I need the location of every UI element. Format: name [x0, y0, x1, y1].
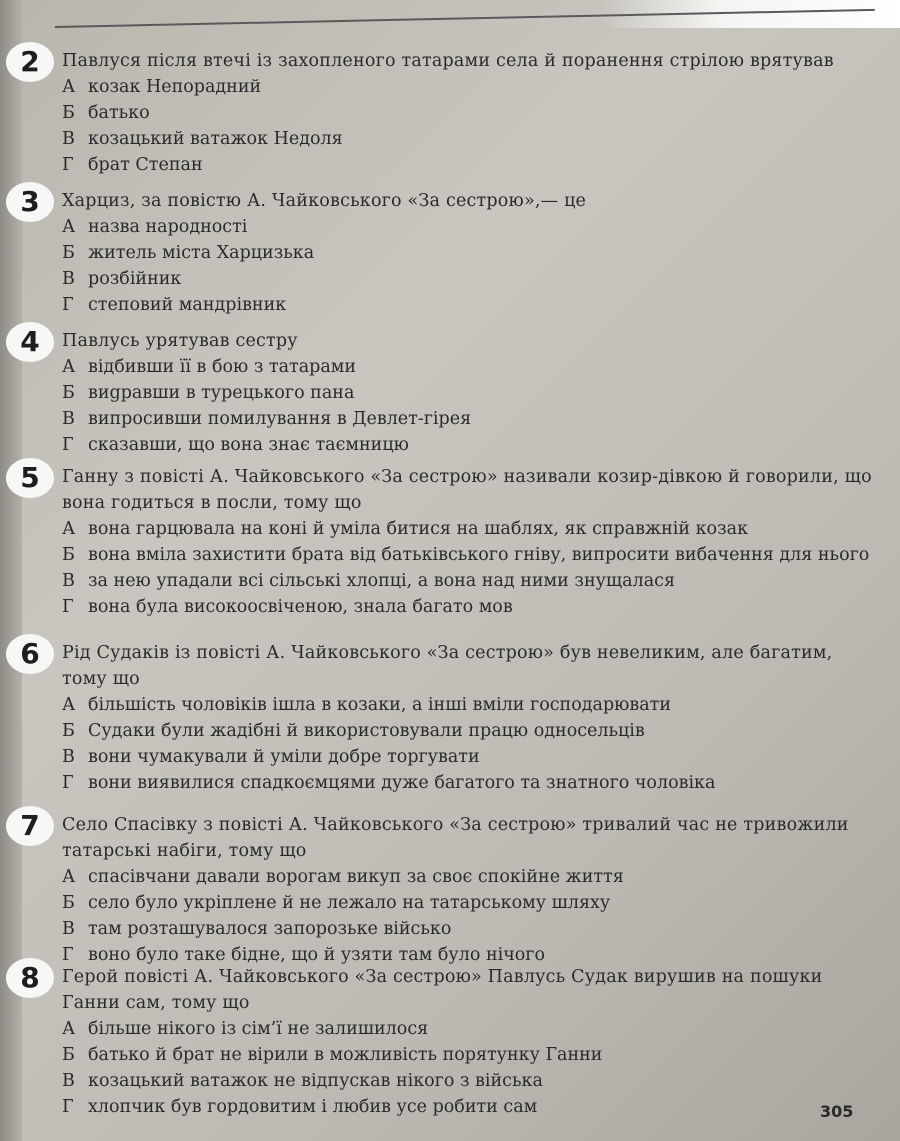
question-number-badge: 3: [6, 182, 54, 222]
option-letter: В: [62, 1071, 75, 1091]
answer-option: [62, 1042, 882, 1068]
question-number-badge: 8: [6, 958, 54, 998]
option-text: розбійник: [88, 269, 182, 289]
option-text: більше нікого із сім’ї не залишилося: [88, 1019, 429, 1039]
option-letter: Б: [62, 893, 75, 913]
option-letter: Б: [62, 103, 75, 123]
option-text: Судаки були жадібні й використовували працю односельців: [88, 721, 645, 741]
answer-option: [62, 74, 882, 100]
option-text: назва народності: [88, 217, 248, 237]
option-text: виgравши в турецького пана: [88, 383, 355, 403]
option-text: більшість чоловіків ішла в козаки, а інші вміли господарювати: [88, 695, 672, 715]
question-7: [20, 809, 882, 968]
option-text: житель міста Харцизька: [88, 243, 315, 263]
answer-options: [62, 354, 882, 458]
option-letter: В: [62, 747, 75, 767]
option-text: козак Непорадний: [88, 77, 262, 97]
question-text: Герой повісті А. Чайковського «За сестрою» Павлусь Судак вирушив на пошуки Ганни сам, тому що: [62, 967, 823, 1013]
answer-option: [62, 266, 882, 292]
answer-options: [62, 692, 882, 796]
option-text: відбивши її в бою з татарами: [88, 357, 357, 377]
question-text: Село Спасівку з повісті А. Чайковського «За сестрою» тривалий час не тривожили татарські набіги, тому що: [62, 815, 849, 861]
option-letter: Г: [62, 597, 74, 617]
option-letter: А: [62, 867, 76, 887]
option-text: батько: [88, 103, 150, 123]
answer-option: [62, 516, 882, 542]
option-text: вона була високоосвіченою, знала багато мов: [88, 597, 513, 617]
question-number-badge: 6: [6, 634, 54, 674]
question-5: [20, 461, 882, 620]
option-text: вона вміла захистити брата від батьківського гніву, випросити вибачення для нього: [88, 545, 870, 565]
option-text: сказавши, що вона знає таємницю: [88, 435, 409, 455]
question-text: Павлуся після втечі із захопленого татарами села й поранення стрілою врятував: [62, 51, 834, 71]
option-letter: А: [62, 695, 76, 715]
question-4: [20, 325, 882, 458]
question-6: [20, 637, 882, 796]
option-letter: А: [62, 519, 76, 539]
option-letter: Г: [62, 155, 74, 175]
option-letter: Г: [62, 295, 74, 315]
option-text: козацький ватажок Недоля: [88, 129, 343, 149]
question-8: [20, 961, 882, 1120]
answer-option: [62, 1068, 882, 1094]
option-letter: Б: [62, 383, 75, 403]
question-2: [20, 45, 882, 178]
option-letter: В: [62, 919, 75, 939]
option-text: вона гарцювала на коні й уміла битися на шаблях, як справжній козак: [88, 519, 749, 539]
option-letter: В: [62, 129, 75, 149]
option-letter: В: [62, 269, 75, 289]
question-number-badge: 5: [6, 458, 54, 498]
answer-option: [62, 240, 882, 266]
answer-option: [62, 718, 882, 744]
question-number-badge: 2: [6, 42, 54, 82]
option-letter: Б: [62, 1045, 75, 1065]
answer-options: [62, 1016, 882, 1120]
question-number-badge: 4: [6, 322, 54, 362]
answer-option: [62, 292, 882, 318]
option-letter: А: [62, 217, 76, 237]
answer-option: [62, 354, 882, 380]
option-letter: В: [62, 409, 75, 429]
option-letter: Г: [62, 1097, 74, 1117]
answer-option: [62, 1094, 882, 1120]
question-text: Харциз, за повістю А. Чайковського «За сестрою»,— це: [62, 191, 587, 211]
option-letter: В: [62, 571, 75, 591]
option-text: село було укріплене й не лежало на татарському шляху: [88, 893, 611, 913]
option-text: вони виявилися спадкоємцями дуже багатого та знатного чоловіка: [88, 773, 716, 793]
question-text: Павлусь урятував сестру: [62, 331, 298, 351]
page-number: 305: [820, 1102, 854, 1121]
answer-options: [62, 516, 882, 620]
option-letter: А: [62, 1019, 76, 1039]
option-text: випросивши помилування в Девлет-гірея: [88, 409, 472, 429]
option-letter: Г: [62, 945, 74, 965]
question-text: Рід Судаків із повісті А. Чайковського «За сестрою» був невеликим, але багатим, тому що: [62, 643, 833, 689]
answer-option: [62, 594, 882, 620]
option-text: степовий мандрівник: [88, 295, 287, 315]
option-text: вони чумакували й уміли добре торгувати: [88, 747, 480, 767]
option-text: хлопчик був гордовитим і любив усе робити сам: [88, 1097, 538, 1117]
answer-option: [62, 568, 882, 594]
option-text: воно було таке бідне, що й узяти там було нічого: [88, 945, 546, 965]
answer-option: [62, 890, 882, 916]
question-number-badge: 7: [6, 806, 54, 846]
answer-option: [62, 214, 882, 240]
answer-option: [62, 380, 882, 406]
option-text: там розташувалося запорозьке військо: [88, 919, 452, 939]
answer-option: [62, 744, 882, 770]
answer-option: [62, 864, 882, 890]
answer-option: [62, 916, 882, 942]
answer-option: [62, 152, 882, 178]
answer-option: [62, 100, 882, 126]
option-text: за нею упадали всі сільські хлопці, а вона над ними знущалася: [88, 571, 675, 591]
answer-option: [62, 126, 882, 152]
answer-option: [62, 406, 882, 432]
answer-options: [62, 214, 882, 318]
answer-options: [62, 74, 882, 178]
option-letter: А: [62, 357, 76, 377]
option-letter: Б: [62, 243, 75, 263]
option-letter: А: [62, 77, 76, 97]
answer-option: [62, 1016, 882, 1042]
option-text: козацький ватажок не відпускав нікого з війська: [88, 1071, 543, 1091]
option-text: батько й брат не вірили в можливість порятунку Ганни: [88, 1045, 603, 1065]
option-text: спасівчани давали ворогам викуп за своє спокійне життя: [88, 867, 624, 887]
question-text: Ганну з повісті А. Чайковського «За сестрою» називали козир-дівкою й говорили, що вона годиться в посли, тому що: [62, 467, 872, 513]
answer-options: [62, 864, 882, 968]
option-letter: Г: [62, 773, 74, 793]
answer-option: [62, 770, 882, 796]
option-text: брат Степан: [88, 155, 203, 175]
option-letter: Б: [62, 721, 75, 741]
question-3: [20, 185, 882, 318]
answer-option: [62, 542, 882, 568]
option-letter: Г: [62, 435, 74, 455]
answer-option: [62, 432, 882, 458]
answer-option: [62, 692, 882, 718]
option-letter: Б: [62, 545, 75, 565]
